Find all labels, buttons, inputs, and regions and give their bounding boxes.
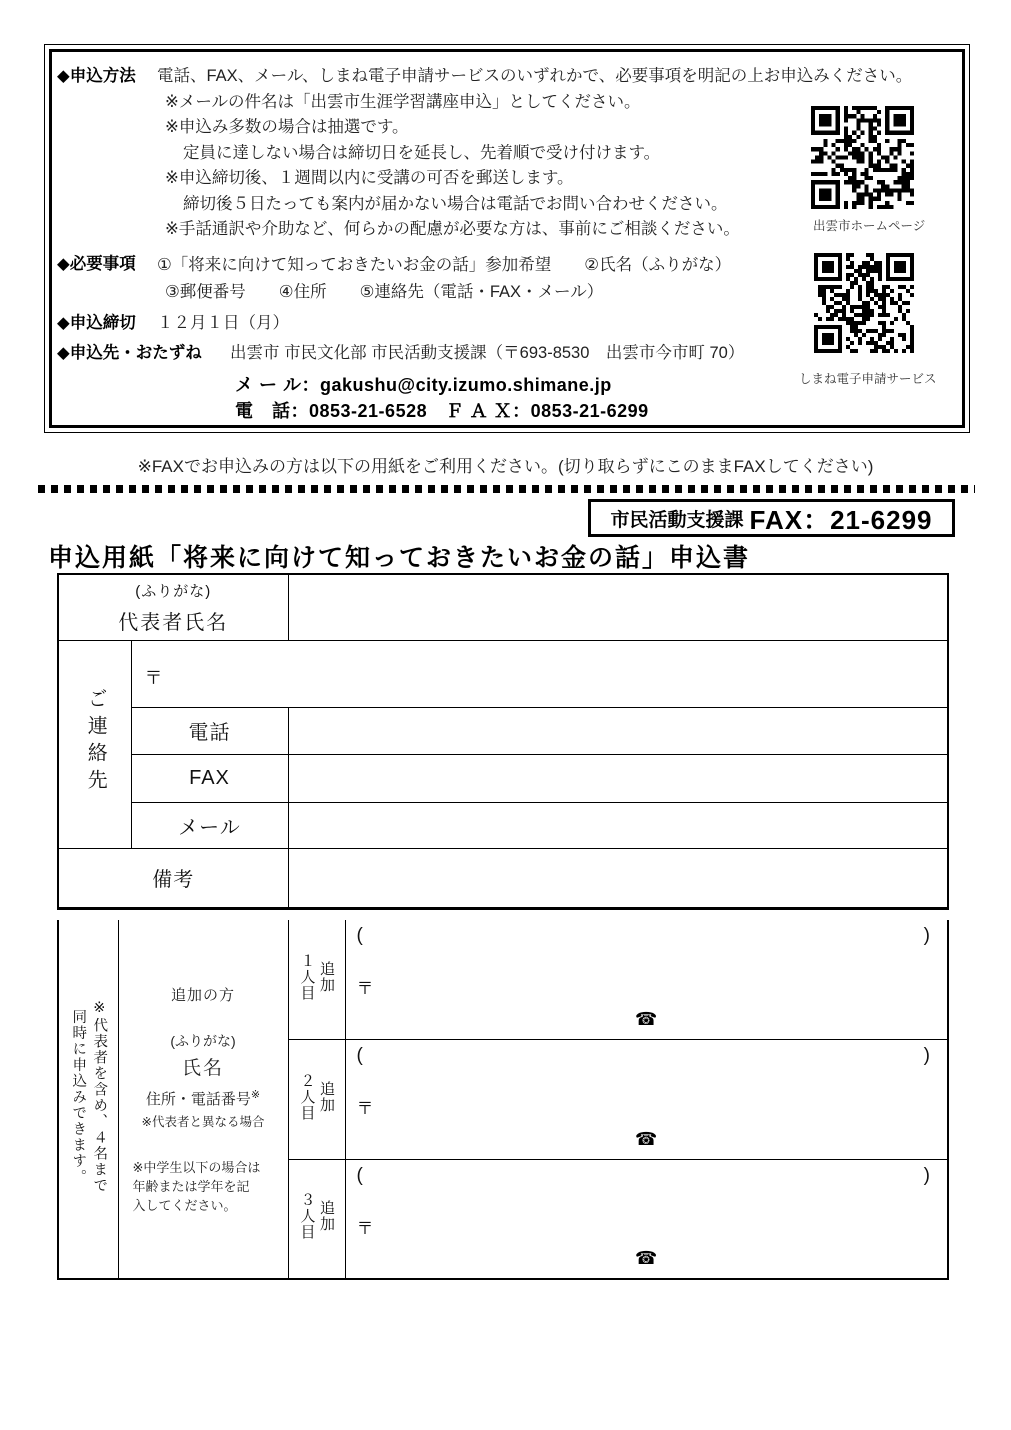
fax-label: FAX [131, 754, 288, 802]
shimane-e-application-qr-code [814, 253, 914, 353]
address-row [58, 640, 948, 707]
cut-line [38, 485, 975, 493]
representative-furigana-label: (ふりがな) [135, 582, 212, 600]
additional-address-tel-text: 住所・電話番号 [145, 1090, 251, 1108]
additional-name-label: 氏名 [181, 1057, 224, 1079]
remarks-field [288, 848, 948, 908]
phone-icon: ☎ [635, 1248, 658, 1268]
representative-label-cell [58, 574, 288, 640]
application-method-lines [157, 64, 912, 243]
additional-furigana-label: (ふりがな) [170, 1032, 236, 1049]
telephone-row [58, 707, 948, 754]
method-line: ※申込み多数の場合は抽選です。 [165, 118, 409, 136]
telephone-label: 電話 [131, 707, 288, 754]
fax-row [58, 754, 948, 802]
additional-address-tel-asterisk: ※ [250, 1088, 261, 1101]
side-note-line: ※代表者を含め、４名まで [91, 999, 108, 1194]
method-line: ※申込締切後、１週間以内に受講の可否を郵送します。 [165, 169, 574, 187]
person-1-tag: 追加 [318, 960, 335, 993]
method-line: 電話、FAX、メール、しまね電子申請サービスのいずれかで、必要事項を明記の上お申込みください。 [157, 67, 913, 85]
representative-row [58, 574, 948, 640]
additional-people-table [57, 920, 949, 1280]
furigana-paren-open: ( [356, 1164, 363, 1186]
deadline-label: ◆申込締切 [57, 313, 136, 332]
additional-note-students [119, 1158, 288, 1215]
apply-to-label: ◆申込先・おたずね [57, 344, 202, 362]
additional-title: 追加の方 [170, 986, 235, 1004]
furigana-paren-close: ) [923, 1044, 930, 1066]
person-1-label [297, 953, 336, 1001]
fax-field [288, 754, 948, 802]
person-2-entry-field [345, 1039, 948, 1159]
phone-icon: ☎ [635, 1128, 658, 1149]
contact-group-label-cell [58, 640, 131, 848]
required-items-label: ◆必要事項 [57, 254, 136, 273]
side-note-cell [58, 920, 118, 1279]
postal-mark: 〒 [356, 1098, 374, 1118]
phone-icon: ☎ [635, 1008, 658, 1029]
fax-department: 市民活動支援課 [610, 509, 744, 531]
apply-to-value: 出雲市 市民文化部 市民活動支援課（〒693-8530 出雲市今市町 70） [230, 344, 745, 362]
izumo-city-homepage-qr-caption: 出雲市ホームページ [813, 219, 926, 233]
postal-mark: 〒 [356, 979, 374, 998]
person-3-number: ３人目 [298, 1192, 316, 1241]
person-2-label [297, 1073, 336, 1121]
fax-usage-note: ※FAXでお申込みの方は以下の用紙をご利用ください。(切り取らずにこのままFAXしてください) [137, 457, 874, 476]
additional-note-line: 年齢または学年を記 [132, 1178, 250, 1194]
person-1-number: １人目 [298, 952, 316, 1001]
additional-person-row-1 [58, 920, 948, 1039]
person-3-entry-field [345, 1159, 948, 1279]
address-field [131, 640, 948, 707]
contact-group-label: ご連絡先 [84, 687, 107, 796]
person-1-label-cell [288, 920, 345, 1039]
required-line: ③郵便番号 ④住所 ⑤連絡先（電話・FAX・メール） [165, 282, 604, 301]
person-2-number: ２人目 [298, 1072, 316, 1121]
fax-number: FAX：21-6299 [749, 504, 933, 535]
izumo-city-homepage-qr-code [811, 106, 914, 209]
furigana-paren-open: ( [356, 925, 363, 946]
required-items-lines [157, 252, 731, 306]
mail-address-line: メ ー ル：gakushu@city.izumo.shimane.jp [235, 374, 612, 395]
remarks-row [58, 848, 948, 908]
method-line: ※手話通訳や介助など、何らかの配慮が必要な方は、事前にご相談ください。 [165, 220, 740, 238]
person-2-label-cell [288, 1039, 345, 1159]
furigana-paren-close: ) [923, 925, 930, 946]
additional-address-tel-label [119, 1088, 288, 1109]
side-note [67, 1000, 109, 1194]
telephone-field [288, 707, 948, 754]
method-line: ※メールの件名は「出雲市生涯学習講座申込」としてください。 [165, 92, 641, 111]
additional-note-differs: ※代表者と異なる場合 [141, 1114, 265, 1129]
mail-row [58, 802, 948, 848]
form-title: 申込用紙「将来に向けて知っておきたいお金の話」申込書 [48, 544, 751, 572]
fax-number-box [588, 499, 955, 537]
additional-note-line: 入してください。 [132, 1197, 237, 1213]
furigana-paren-close: ) [923, 1164, 930, 1186]
phone-fax-line: 電 話：0853-21-6528 Ｆ Ａ Ｘ：0853-21-6299 [235, 400, 649, 421]
person-3-label [297, 1192, 336, 1240]
mail-label: メール [131, 802, 288, 848]
required-line: ①「将来に向けて知っておきたいお金の話」参加希望 ②氏名（ふりがな） [157, 255, 732, 274]
additional-info-cell [118, 920, 288, 1279]
person-3-tag: 追加 [318, 1200, 335, 1233]
method-line: 締切後５日たっても案内が届かない場合は電話でお問い合わせください。 [183, 194, 728, 213]
person-2-tag: 追加 [318, 1080, 335, 1113]
mail-field [288, 802, 948, 848]
postal-mark: 〒 [144, 668, 163, 688]
applicant-info-table [57, 573, 949, 910]
representative-name-label: 代表者氏名 [118, 611, 229, 634]
side-note-line: 同時に申込みできます。 [70, 1008, 87, 1185]
remarks-label: 備考 [58, 848, 288, 908]
method-line: 定員に達しない場合は締切日を延長し、先着順で受け付けます。 [183, 143, 661, 162]
additional-note-line: ※中学生以下の場合は [132, 1159, 261, 1175]
representative-name-field [288, 574, 948, 640]
person-3-label-cell [288, 1159, 345, 1279]
furigana-paren-open: ( [356, 1044, 363, 1066]
postal-mark: 〒 [356, 1218, 374, 1238]
shimane-e-application-qr-caption: しまね電子申請サービス [799, 372, 937, 386]
application-info-box [44, 44, 970, 433]
deadline-value: １２月１日（月） [157, 313, 289, 332]
person-1-entry-field [345, 920, 948, 1039]
application-method-label: ◆申込方法 [57, 67, 136, 85]
